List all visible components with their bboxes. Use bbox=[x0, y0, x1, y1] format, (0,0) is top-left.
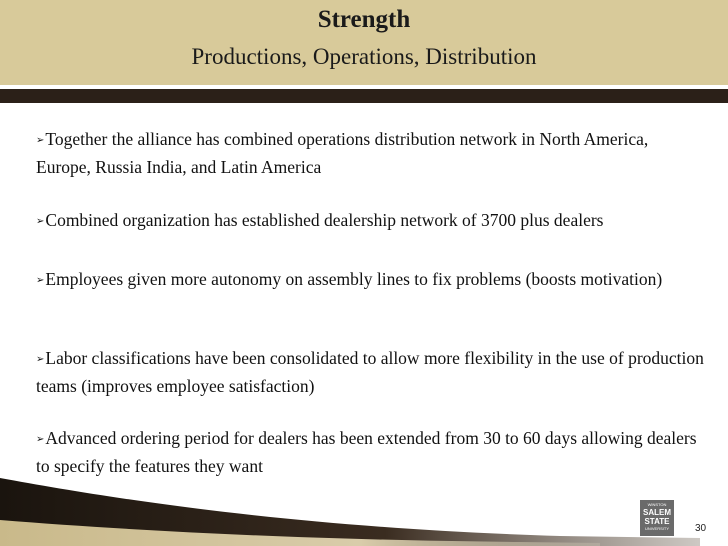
logo-line: WINSTON bbox=[647, 502, 667, 507]
bullet-text: Employees given more autonomy on assembly lines to fix problems (boosts motivation) bbox=[45, 269, 663, 289]
bullet-text: Together the alliance has combined operations distribution network in North America, Europe, Russia India, and Latin America bbox=[36, 129, 649, 177]
bullet-item bbox=[36, 207, 706, 235]
bullet-text: Advanced ordering period for dealers has been extended from 30 to 60 days allowing dealers to specify the features they want bbox=[36, 428, 697, 476]
arrow-bullet-icon: ➢ bbox=[36, 216, 45, 227]
arrow-bullet-icon: ➢ bbox=[36, 434, 45, 445]
arrow-bullet-icon: ➢ bbox=[36, 135, 45, 146]
arrow-bullet-icon: ➢ bbox=[36, 354, 45, 365]
slide-title: Strength bbox=[317, 6, 411, 33]
bullet-item bbox=[36, 266, 706, 294]
bullet-item bbox=[36, 126, 706, 181]
university-logo bbox=[640, 500, 674, 536]
slide-subtitle: Productions, Operations, Distribution bbox=[191, 44, 537, 69]
decorative-swoosh bbox=[0, 470, 728, 546]
logo-line: SALEM bbox=[643, 508, 671, 517]
logo-line: STATE bbox=[644, 517, 670, 526]
bullet-item bbox=[36, 345, 706, 400]
bullet-text: Combined organization has established dealership network of 3700 plus dealers bbox=[45, 210, 604, 230]
page-number: 30 bbox=[695, 523, 707, 534]
divider-dark-bar bbox=[0, 89, 728, 103]
title-banner bbox=[0, 0, 728, 85]
arrow-bullet-icon: ➢ bbox=[36, 275, 45, 286]
bullet-text: Labor classifications have been consolidated to allow more flexibility in the use of production teams (improves employee satisfaction) bbox=[36, 348, 704, 396]
logo-line: UNIVERSITY bbox=[644, 526, 669, 531]
